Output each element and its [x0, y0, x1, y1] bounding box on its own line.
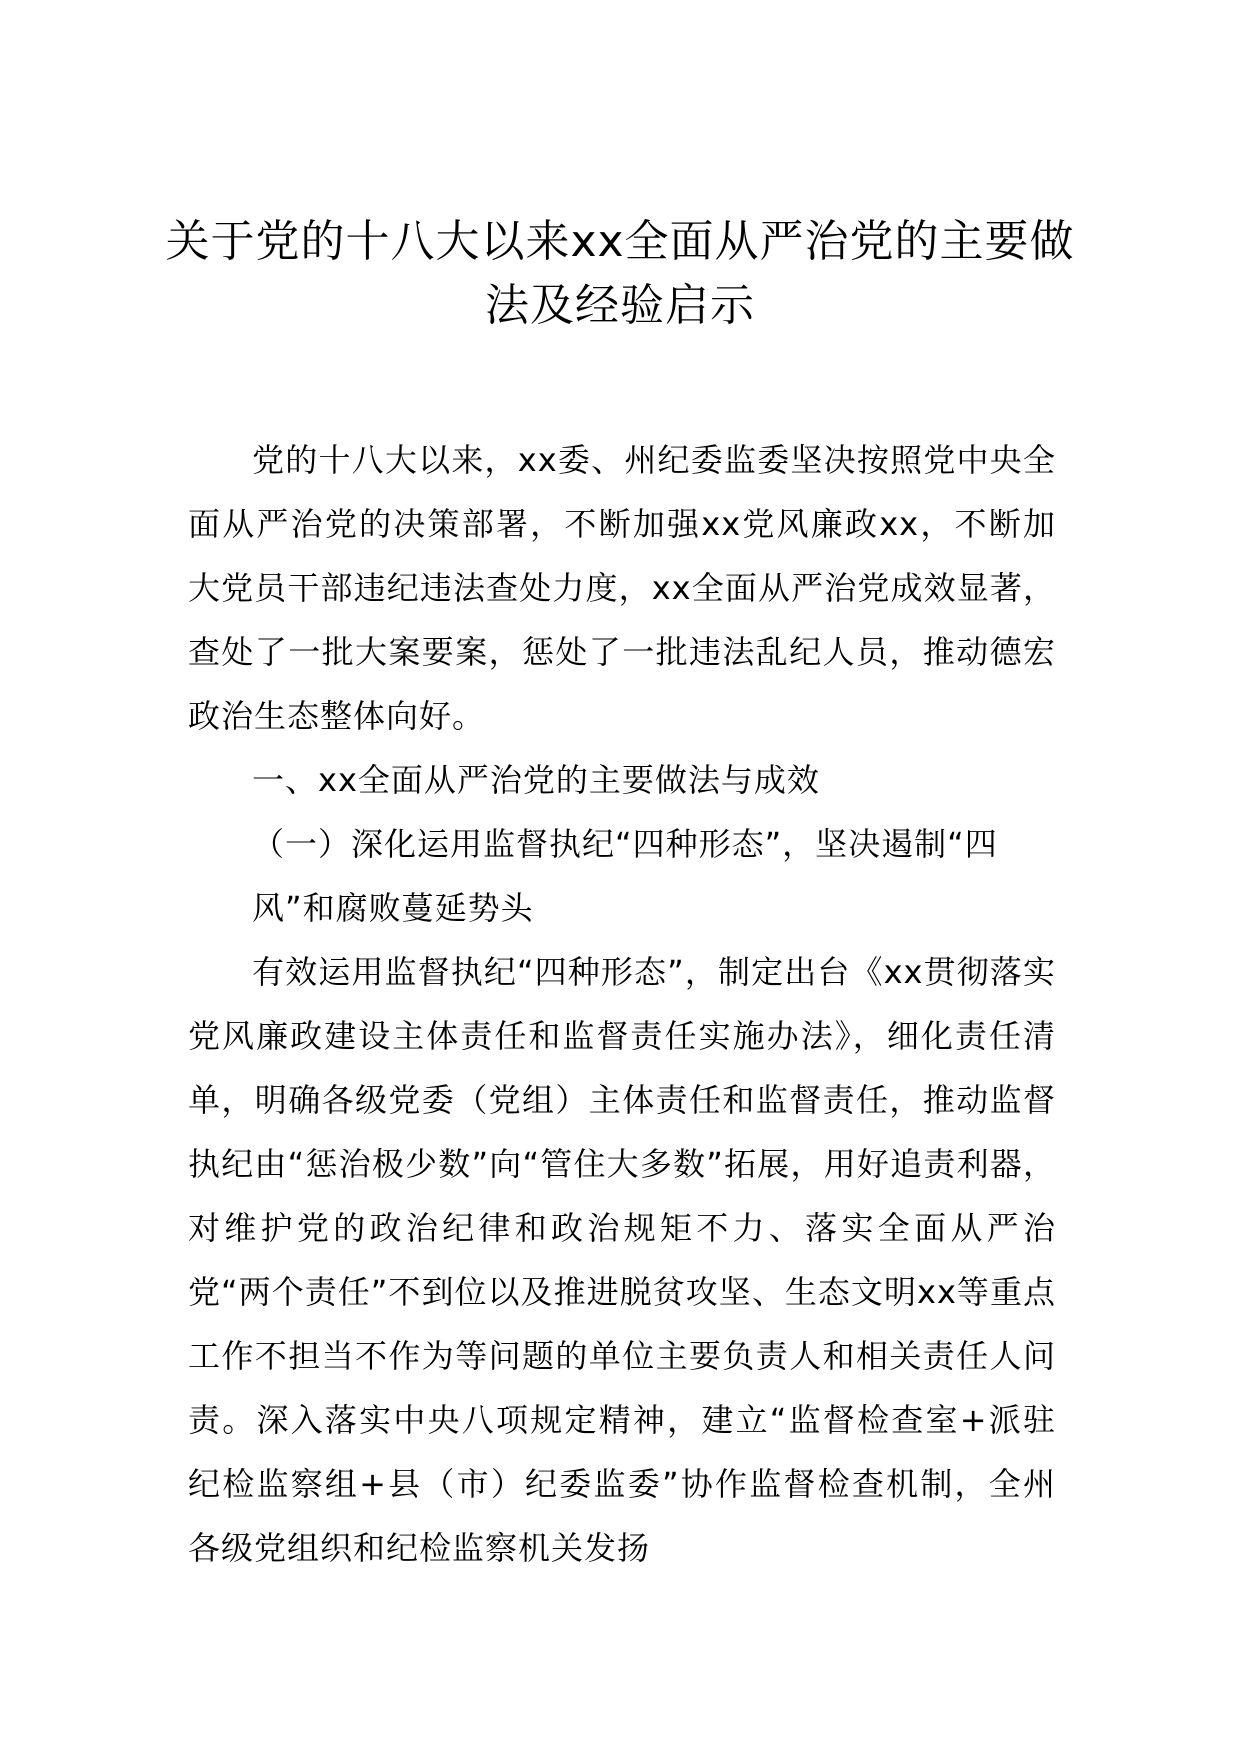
section-heading: 一、xx全面从严治党的主要做法与成效: [252, 761, 820, 799]
subsection-paragraph: 有效运用监督执纪“四种形态”，制定出台《xx贯彻落实党风廉政建设主体责任和监督责任实施办法》，细化责任清单，明确各级党委（党组）主体责任和监督责任，推动监督执纪由“惩治极少数”向“管住大多数”拓展，用好追责利器，对维护党的政治纪律和政治规矩不力、落实全面从严治党“两个责任”不到位以及推进脱贫攻坚、生态文明xx等重点工作不担当不作为等问题的单位主要负责人和相关责任人问责。深入落实中央八项规定精神，建立“监督检查室+派驻纪检监察组+县（市）纪委监委”协作监督检查机制，全州各级党组织和纪检监察机关发扬: [188, 953, 1056, 1567]
document-title: 关于党的十八大以来xx全面从严治党的主要做法及经验启示: [165, 216, 1075, 331]
subsection-heading: （一）深化运用监督执纪“四种形态”，坚决遏制“四风”和腐败蔓延势头: [252, 825, 998, 927]
document-body: [188, 428, 1056, 1580]
intro-paragraph: 党的十八大以来，xx委、州纪委监委坚决按照党中央全面从严治党的决策部署，不断加强xx党风廉政xx，不断加大党员干部违纪违法查处力度，xx全面从严治党成效显著，查处了一批大案要案，惩处了一批违法乱纪人员，推动德宏政治生态整体向好。: [188, 441, 1056, 735]
